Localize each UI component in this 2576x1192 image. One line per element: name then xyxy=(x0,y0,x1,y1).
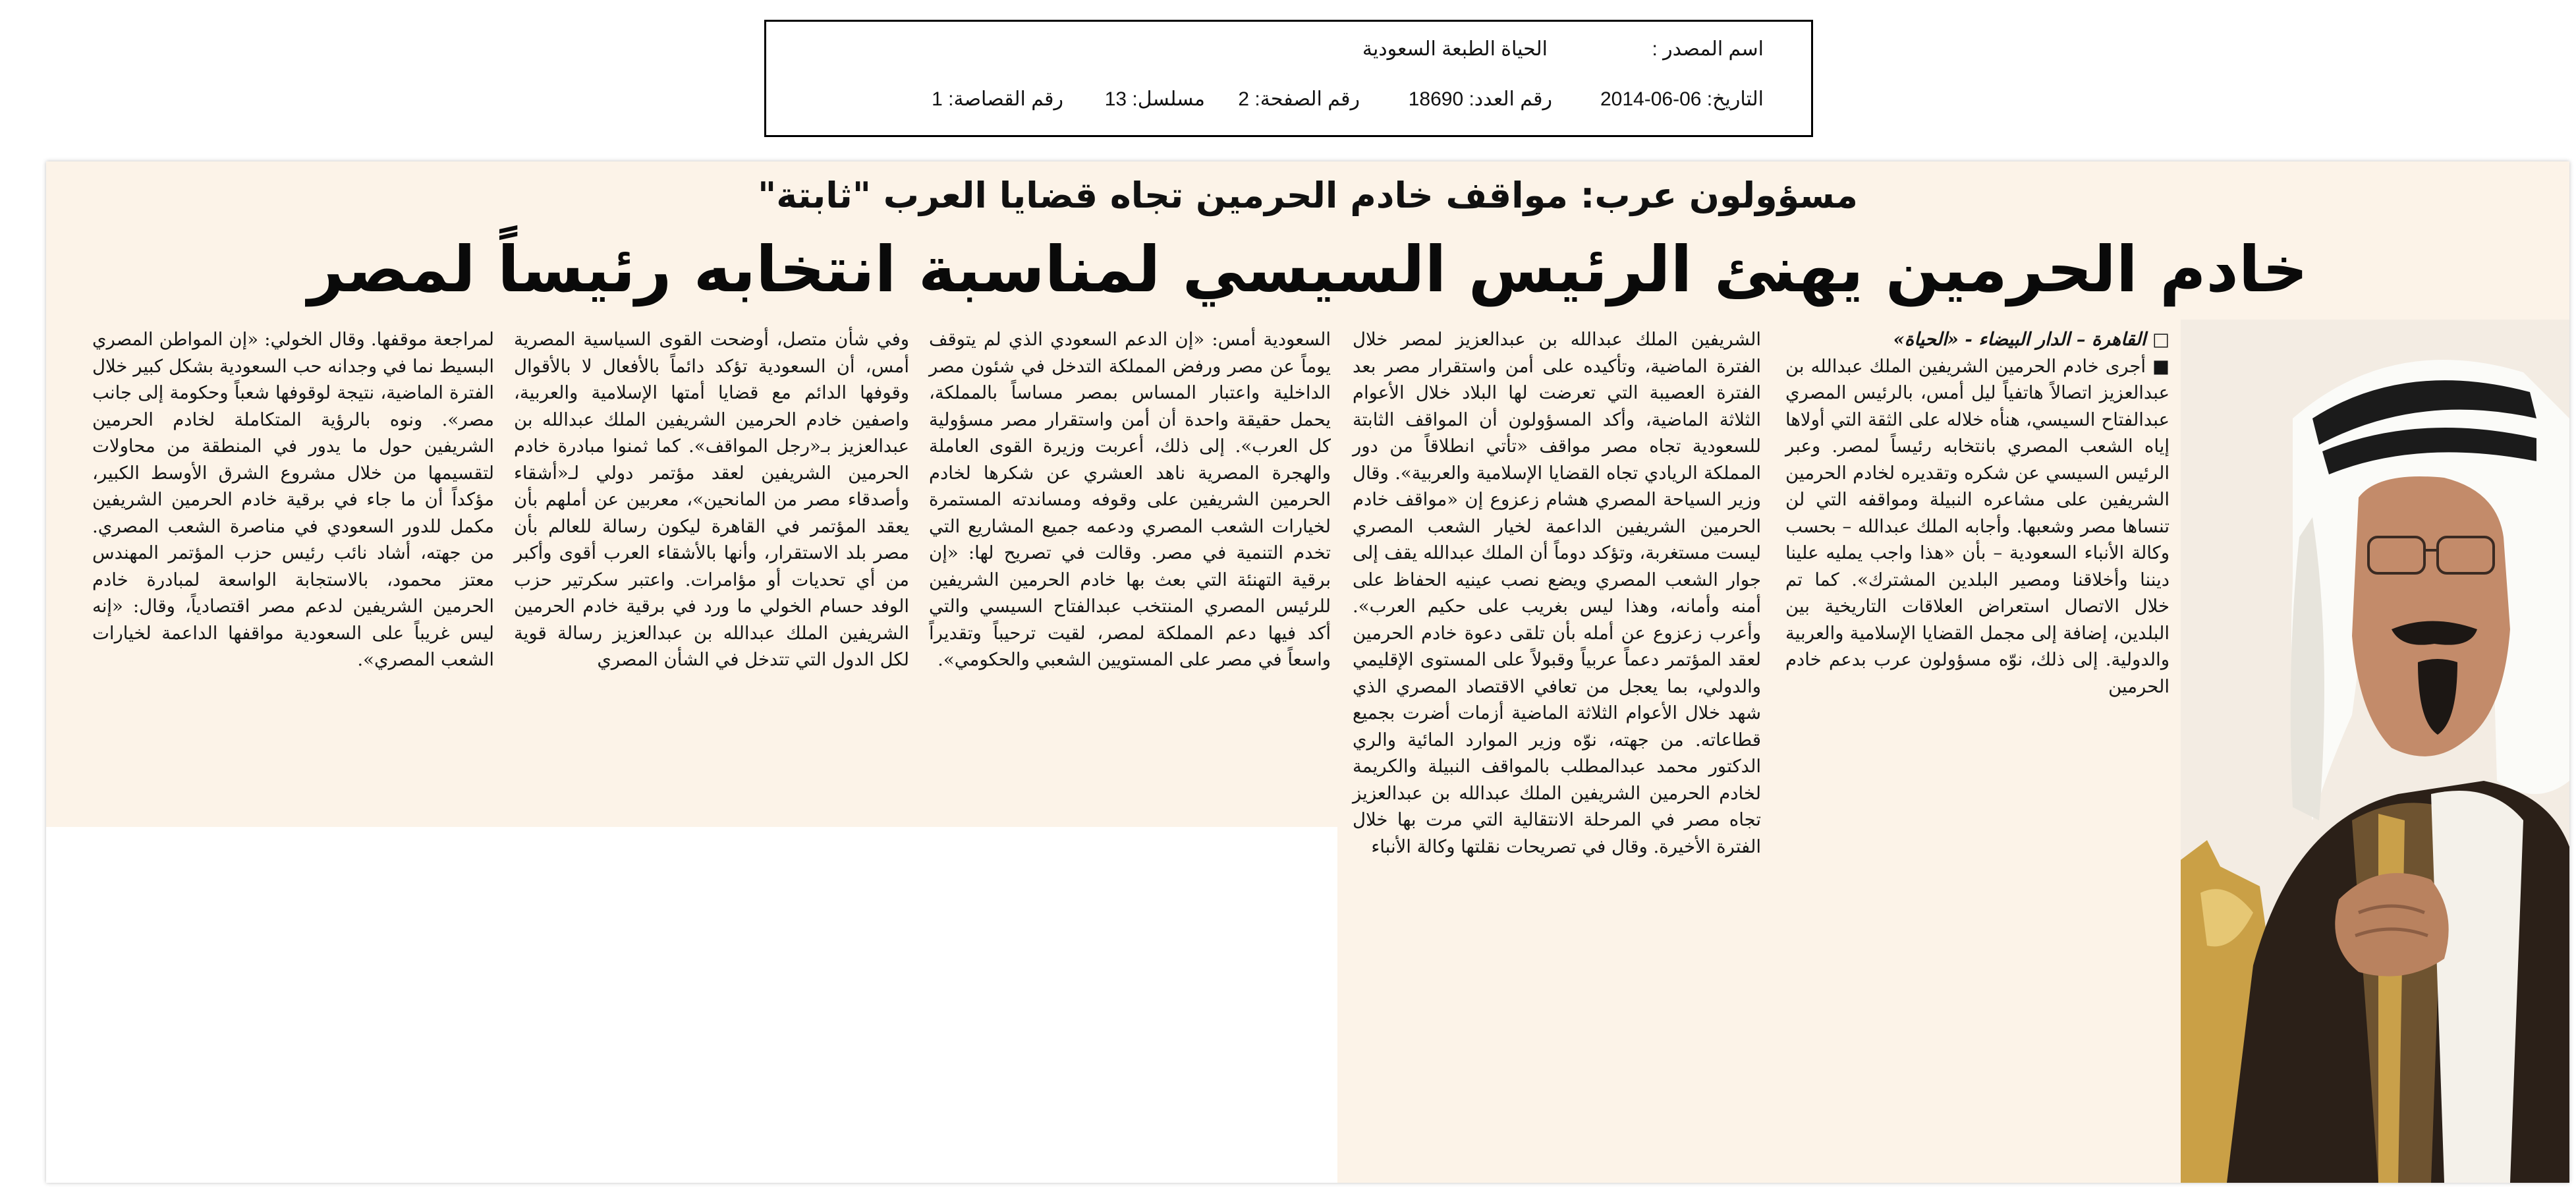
source-value: الحياة الطبعة السعودية xyxy=(1362,38,1548,60)
article-column-5 xyxy=(92,326,494,673)
column-2-text: الشريفين الملك عبدالله بن عبدالعزيز لمصر خلال الفترة الماضية، وتأكيده على أمن واستقرار مصر بعد الفترة العصيبة التي تعرضت لها البلاد خلال الأعوام الثلاثة الماضية، وأكد المسؤولون أن المواقف الثابتة للسعودية تجاه مصر مواقف «تأتي انطلاقاً من دور المملكة الريادي تجاه القضايا الإسلامية والعربية». وقال وزير السياحة المصري هشام زعزوع إن «مواقف خادم الحرمين الشريفين الداعمة لخيار الشعب المصري ليست مستغربة، وتؤكد دوماً أن الملك عبدالله يقف إلى جوار الشعب المصري ويضع نصب عينيه الحفاظ على أمنه وأمانه، وهذا ليس بغريب على حكيم العرب». وأعرب زعزوع عن أمله بأن تلقى دعوة خادم الحرمين لعقد المؤتمر دعماً عربياً وقبولاً على المستوى الإقليمي والدولي، بما يعجل من تعافي الاقتصاد المصري الذي شهد خلال الأعوام الثلاثة الماضية أزمات أضرت بجميع قطاعاته. من جهته، نوّه وزير الموارد المائية والري الدكتور محمد عبدالمطلب بالمواقف النبيلة والكريمة لخادم الحرمين الشريفين الملك عبدالله بن عبدالعزيز تجاه مصر في المرحلة الانتقالية التي مرت بها خلال الفترة الأخيرة. وقال في تصريحات نقلتها وكالة الأنباء xyxy=(1353,329,1761,857)
newspaper-clipping xyxy=(46,161,2569,1183)
source-info-box xyxy=(764,20,1813,137)
article-headline: خادم الحرمين يهنئ الرئيس السيسي لمناسبة انتخابه رئيساً لمصر xyxy=(308,233,2308,306)
page-field: رقم الصفحة: 2 xyxy=(1238,88,1360,110)
column-5-text: لمراجعة موقفها. وقال الخولي: «إن المواطن المصري البسيط نما في وجدانه حب السعودية بشكل كبير خلال الفترة الماضية، نتيجة لوقوفها شعباً وحكومة إلى جانب مصر». ونوه بالرؤية المتكاملة لخادم الحرمين الشريفين حول ما يدور في المنطقة من محاولات لتقسيمها من خلال مشروع الشرق الأوسط الكبير، مؤكداً أن ما جاء في برقية خادم الحرمين الشريفين مكمل للدور السعودي في مناصرة الشعب المصري. من جهته، أشاد نائب رئيس حزب المؤتمر المهندس معتز محمود، بالاستجابة الواسعة لمبادرة خادم الحرمين الشريفين لدعم مصر اقتصادياً، وقال: «إنه ليس غريباً على السعودية مواقفها الداعمة لخيارات الشعب المصري». xyxy=(92,329,494,670)
serial-field: مسلسل: 13 xyxy=(1104,88,1205,110)
column-4-text: وفي شأن متصل، أوضحت القوى السياسية المصرية أمس، أن السعودية تؤكد دائماً بالأفعال لا بالأقوال وقوفها الدائم مع قضايا أمتها الإسلامية والعربية، واصفين خادم الحرمين الشريفين الملك عبدالله بن عبدالعزيز بـ«رجل المواقف». كما ثمنوا مبادرة خادم الحرمين الشريفين لعقد مؤتمر دولي لـ«أشقاء وأصدقاء مصر من المانحين»، معربين عن أملهم بأن يعقد المؤتمر في القاهرة ليكون رسالة للعالم بأن مصر بلد الاستقرار، وأنها بالأشقاء العرب أقوى وأكبر من أي تحديات أو مؤامرات. واعتبر سكرتير حزب الوفد حسام الخولي ما ورد في برقية خادم الحرمين الشريفين الملك عبدالله بن عبدالعزيز رسالة قوية لكل الدول التي تتدخل في الشأن المصري xyxy=(514,329,909,670)
king-portrait-photo xyxy=(2181,320,2569,1183)
date-field: التاريخ: 06-06-2014 xyxy=(1600,88,1764,110)
clipping-cut-area xyxy=(46,827,1337,1183)
source-label: اسم المصدر : xyxy=(1652,38,1764,60)
article-column-1 xyxy=(1785,326,2170,700)
article-column-4 xyxy=(514,326,909,673)
clip-number-field: رقم القصاصة: 1 xyxy=(932,88,1063,110)
column-3-text: السعودية أمس: «إن الدعم السعودي الذي لم يتوقف يوماً عن مصر ورفض المملكة التدخل في شئون مصر الداخلية واعتبار المساس بمصر مساساً بالمملكة، يحمل حقيقة واحدة أن أمن واستقرار مصر مسؤولية كل العرب». إلى ذلك، أعربت وزيرة القوى العاملة والهجرة المصرية ناهد العشري عن شكرها لخادم الحرمين الشريفين على وقوفه ومساندته المستمرة لخيارات الشعب المصري ودعمه جميع المشاريع التي تخدم التنمية في مصر. وقالت في تصريح لها: «إن برقية التهنئة التي بعث بها خادم الحرمين الشريفين للرئيس المصري المنتخب عبدالفتاح السيسي والتي أكد فيها دعم المملكة لمصر، لقيت ترحيباً وتقديراً واسعاً في مصر على المستويين الشعبي والحكومي». xyxy=(929,329,1331,670)
article-kicker: مسؤولون عرب: مواقف خادم الحرمين تجاه قضايا العرب "ثابتة" xyxy=(758,175,1858,216)
article-column-2 xyxy=(1353,326,1761,860)
column-1-text: ■ أجرى خادم الحرمين الشريفين الملك عبدالله بن عبدالعزيز اتصالاً هاتفياً ليل أمس، بالرئيس المصري عبدالفتاح السيسي، هنأه خلاله على الثقة التي أولاها إياه الشعب المصري بانتخابه رئيساً لمصر. وعبر الرئيس السيسي عن شكره وتقديره لخادم الحرمين الشريفين على مشاعره النبيلة ومواقفه التي لن تنساها مصر وشعبها. وأجابه الملك عبدالله – بحسب وكالة الأنباء السعودية – بأن «هذا واجب يمليه علينا ديننا وأخلاقنا ومصير البلدين المشترك». كما تم خلال الاتصال استعراض العلاقات التاريخية بين البلدين، إضافة إلى مجمل القضايا الإسلامية والعربية والدولية. إلى ذلك، نوّه مسؤولون عرب بدعم خادم الحرمين xyxy=(1785,355,2170,697)
issue-field: رقم العدد: 18690 xyxy=(1408,88,1552,110)
article-column-3 xyxy=(929,326,1331,673)
article-byline: □ القاهرة – الدار البيضاء - «الحياة» xyxy=(1893,329,2170,350)
